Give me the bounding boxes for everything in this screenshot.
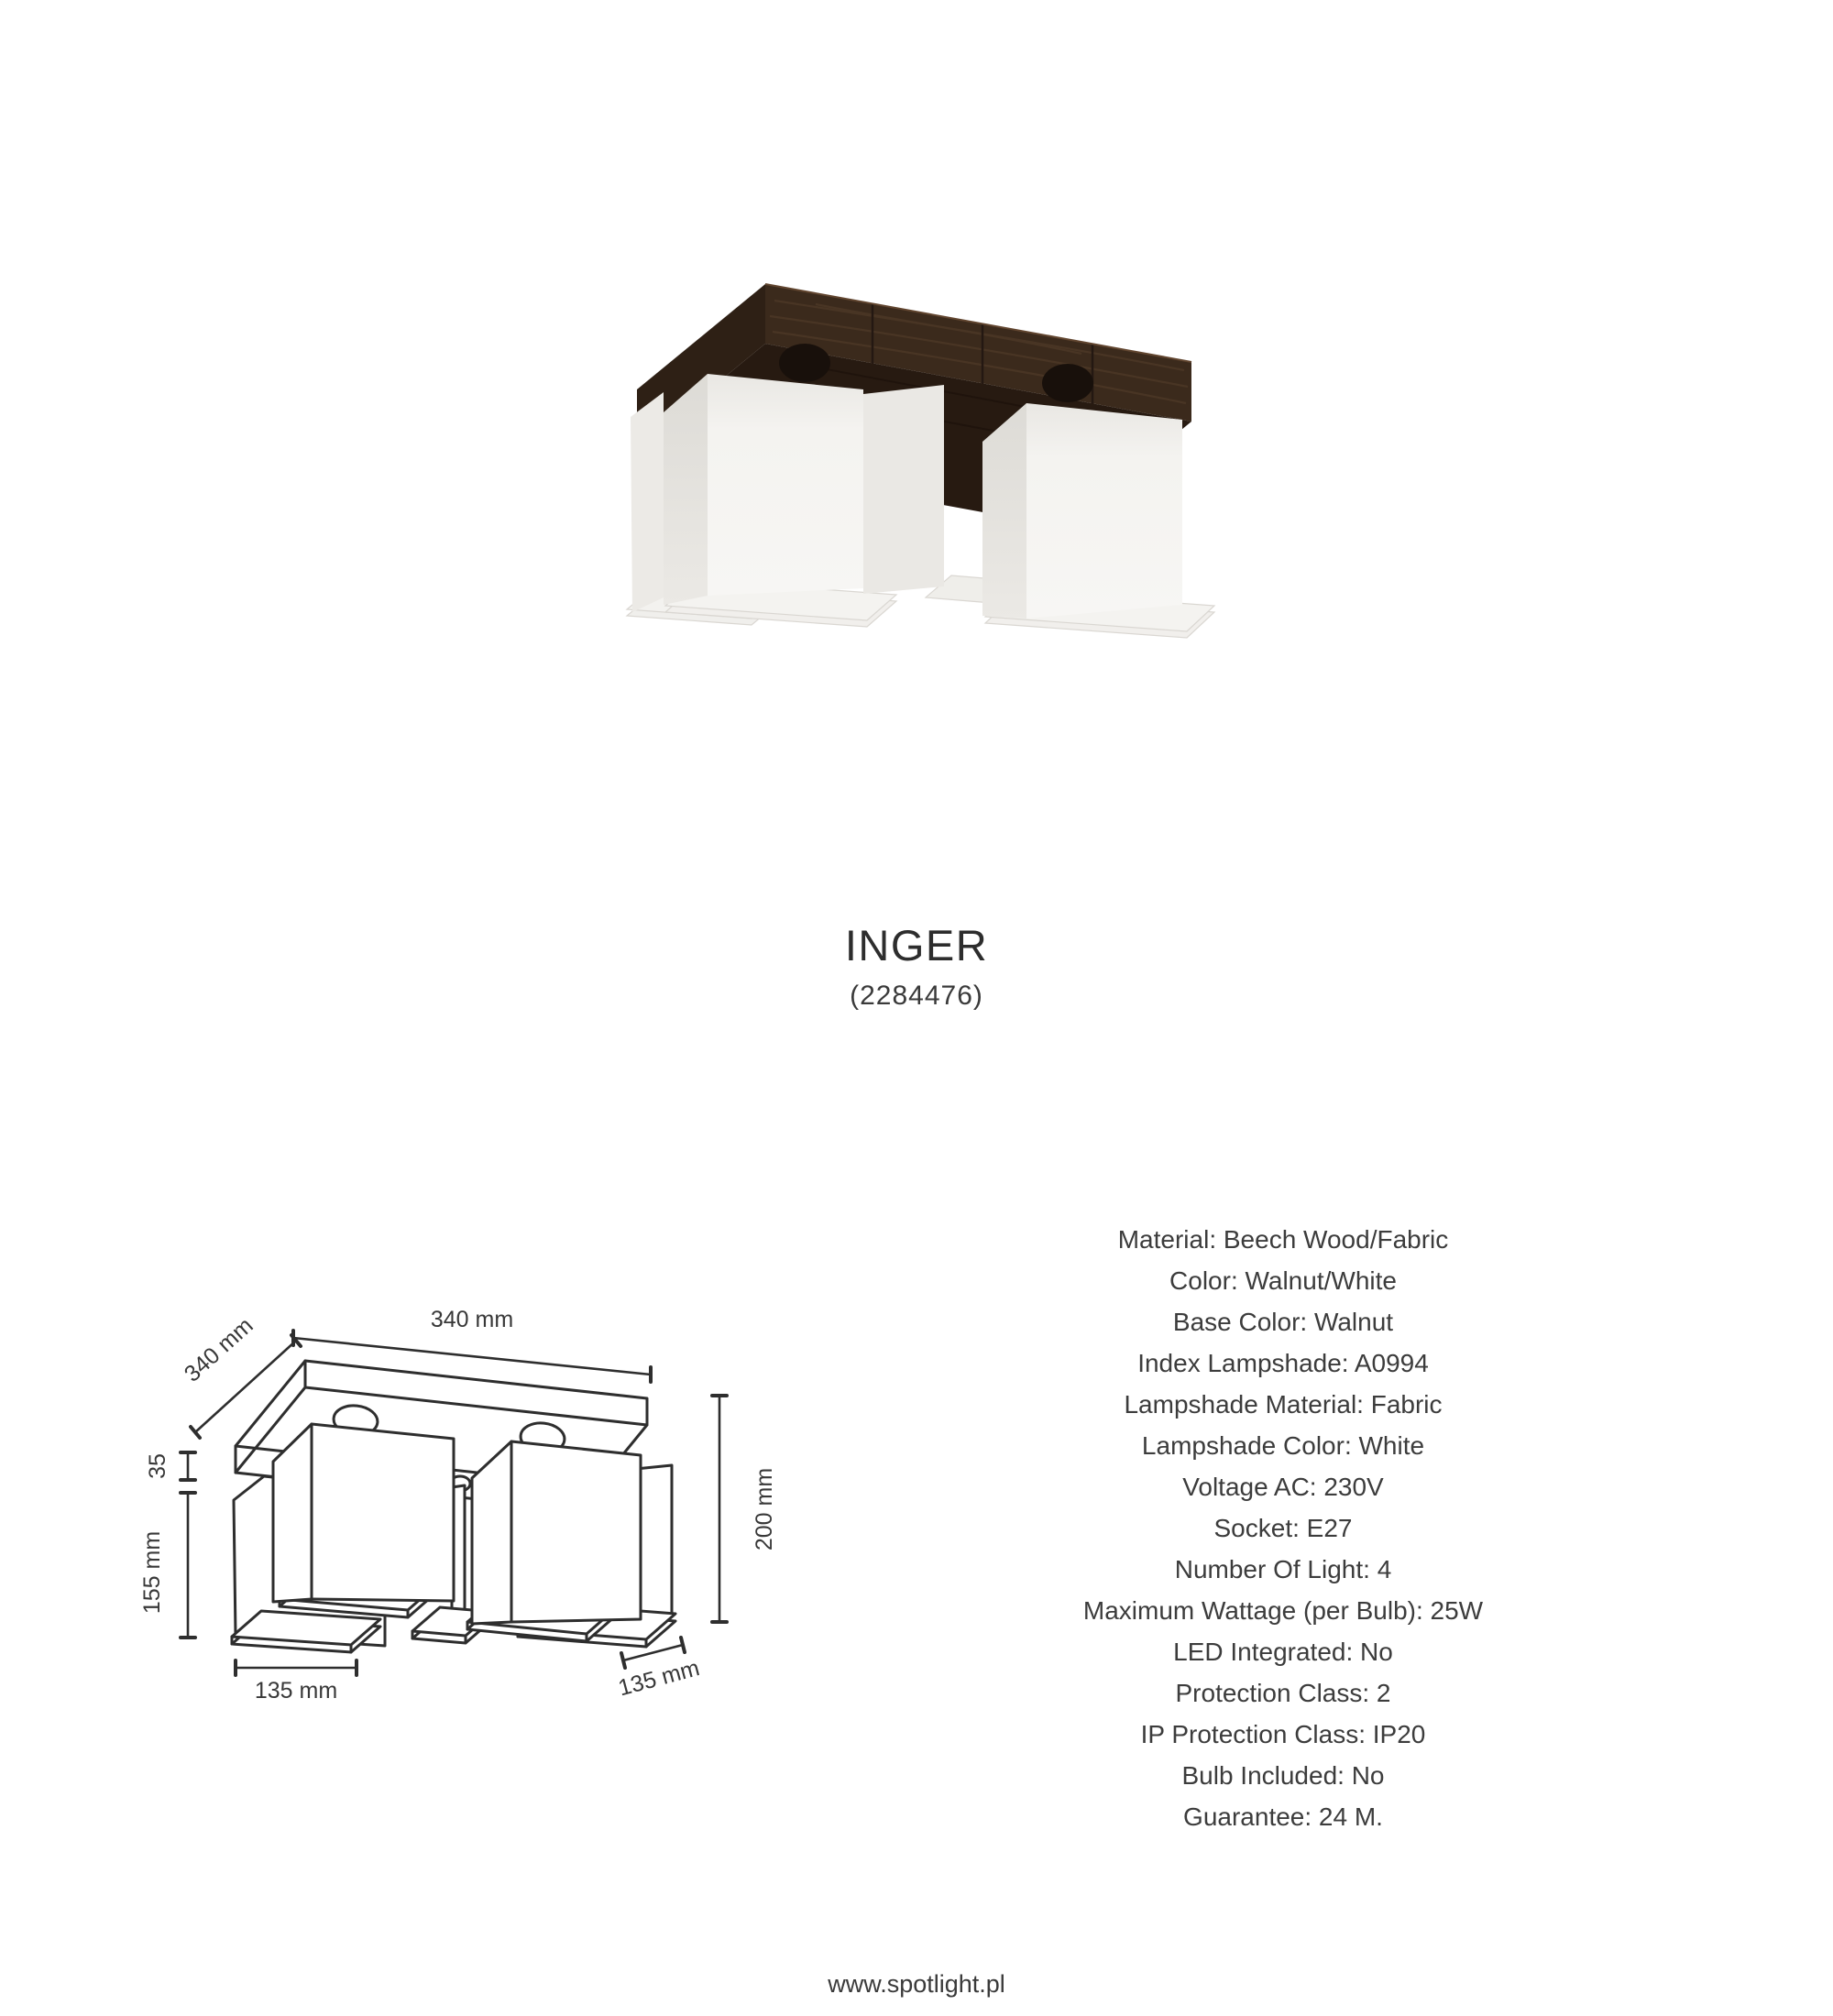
dim-base-thickness: 35 <box>145 1453 170 1479</box>
spec-list <box>962 1219 1604 1837</box>
dim-total-height: 200 mm <box>752 1467 777 1551</box>
dim-base-depth: 340 mm <box>179 1312 258 1387</box>
title-block <box>0 922 1833 1012</box>
lampshade-rear-right <box>863 385 944 594</box>
spec-line: IP Protection Class: IP20 <box>1140 1720 1426 1748</box>
drawing-shade-front-left <box>273 1404 454 1617</box>
footer-url: www.spotlight.pl <box>828 1970 1005 1998</box>
spec-line: Protection Class: 2 <box>1175 1679 1391 1707</box>
spec-line: Index Lampshade: A0994 <box>1137 1349 1429 1377</box>
spec-line: Lampshade Color: White <box>1141 1431 1425 1460</box>
spec-line: Maximum Wattage (per Bulb): 25W <box>1082 1596 1484 1625</box>
spec-line: Socket: E27 <box>1213 1514 1353 1542</box>
spec-line: Voltage AC: 230V <box>1182 1473 1384 1501</box>
spec-line: Base Color: Walnut <box>1172 1308 1394 1336</box>
bulb-socket <box>1042 364 1093 402</box>
lampshade-front-left <box>664 374 863 605</box>
lampshade-front-right <box>982 403 1182 619</box>
spec-line: Bulb Included: No <box>1181 1761 1385 1790</box>
spec-line: Number Of Light: 4 <box>1174 1555 1392 1583</box>
spec-line: Lampshade Material: Fabric <box>1124 1390 1443 1419</box>
dim-shade-width-side: 135 mm <box>615 1655 703 1702</box>
spec-line: Material: Beech Wood/Fabric <box>1117 1225 1449 1254</box>
dim-shade-width-front: 135 mm <box>254 1678 338 1704</box>
dim-shade-height: 155 mm <box>139 1530 165 1615</box>
dimension-diagram <box>110 1265 807 1778</box>
lampshade-rear-left <box>631 392 664 612</box>
spec-line: Color: Walnut/White <box>1169 1266 1397 1295</box>
product-name: INGER <box>844 921 989 970</box>
dim-base-width: 340 mm <box>430 1307 514 1332</box>
product-code: (2284476) <box>850 981 983 1011</box>
product-photo <box>605 275 1228 696</box>
spec-line: LED Integrated: No <box>1173 1638 1393 1666</box>
spec-line: Guarantee: 24 M. <box>1183 1802 1383 1831</box>
bulb-socket <box>779 344 830 382</box>
